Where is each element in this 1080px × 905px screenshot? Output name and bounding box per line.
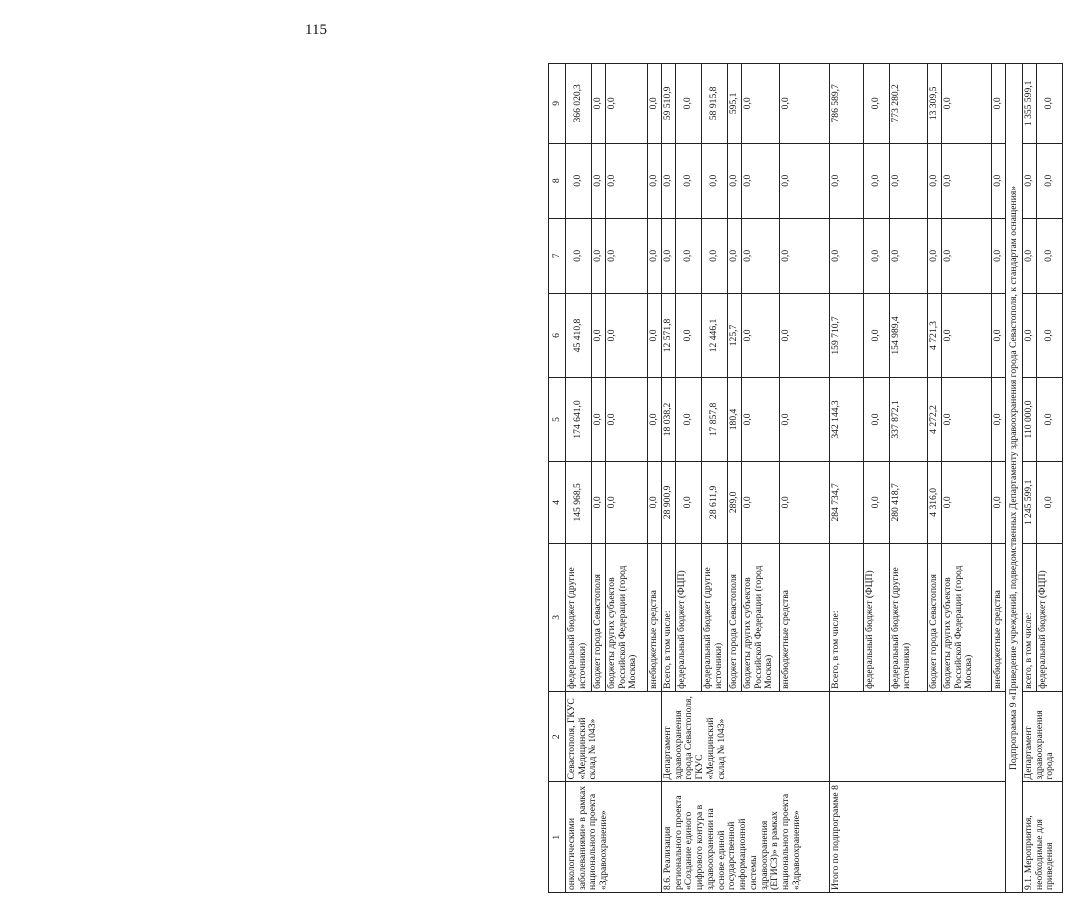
amount-cell: 0,0 [830, 218, 864, 293]
amount-cell: 0,0 [728, 143, 742, 218]
activity-name: онкологическими заболеваниями» в рамках национального проекта «Здравоохранение» [566, 782, 662, 893]
amount-cell: 58 915,8 [702, 64, 728, 144]
amount-cell: 773 280,2 [890, 64, 928, 144]
column-number: 9 [549, 64, 566, 144]
amount-cell: 0,0 [592, 64, 606, 144]
funding-source: внебюджетные средства [992, 543, 1006, 691]
amount-cell: 0,0 [1037, 218, 1063, 293]
amount-cell: 0,0 [942, 377, 992, 461]
amount-cell: 0,0 [728, 218, 742, 293]
funding-source: бюджет города Севастополя [592, 543, 606, 691]
amount-cell: 0,0 [992, 461, 1006, 543]
amount-cell: 0,0 [648, 293, 662, 377]
amount-cell: 0,0 [648, 377, 662, 461]
amount-cell: 0,0 [606, 461, 648, 543]
rotated-table-container [548, 63, 1080, 893]
amount-cell: 0,0 [648, 64, 662, 144]
amount-cell: 0,0 [942, 218, 992, 293]
section-row [1006, 64, 1023, 893]
funding-source: федеральный бюджет (ФЦП) [676, 543, 702, 691]
amount-cell: 28 611,9 [702, 461, 728, 543]
column-number: 3 [549, 543, 566, 691]
amount-cell: 28 900,9 [662, 461, 676, 543]
amount-cell: 0,0 [592, 461, 606, 543]
amount-cell: 0,0 [662, 143, 676, 218]
amount-cell: 0,0 [742, 218, 780, 293]
amount-cell: 174 641,0 [566, 377, 592, 461]
amount-cell: 4 272,2 [928, 377, 942, 461]
amount-cell: 154 989,4 [890, 293, 928, 377]
funding-source: Всего, в том числе: [662, 543, 676, 691]
funding-source: федеральный бюджет (другие источники) [566, 543, 592, 691]
amount-cell: 18 038,2 [662, 377, 676, 461]
funding-source: Всего, в том числе: [830, 543, 864, 691]
amount-cell: 0,0 [942, 143, 992, 218]
amount-cell: 159 710,7 [830, 293, 864, 377]
amount-cell: 0,0 [830, 143, 864, 218]
amount-cell: 0,0 [606, 64, 648, 144]
amount-cell: 0,0 [676, 64, 702, 144]
section-title: Подпрограмма 9 «Приведение учреждений, подведомственных Департаменту здравоохранения города Севастополя, к стандартам оснащения» [1006, 64, 1023, 893]
amount-cell: 0,0 [606, 293, 648, 377]
amount-cell: 0,0 [1037, 461, 1063, 543]
column-number: 5 [549, 377, 566, 461]
amount-cell: 0,0 [890, 143, 928, 218]
amount-cell: 0,0 [1023, 218, 1037, 293]
amount-cell: 0,0 [676, 377, 702, 461]
amount-cell: 0,0 [992, 64, 1006, 144]
amount-cell: 0,0 [742, 143, 780, 218]
amount-cell: 110 000,0 [1023, 377, 1037, 461]
amount-cell: 0,0 [1037, 377, 1063, 461]
funding-source: федеральный бюджет (ФЦП) [1037, 543, 1063, 691]
amount-cell: 0,0 [864, 64, 890, 144]
amount-cell: 0,0 [864, 218, 890, 293]
amount-cell: 0,0 [1037, 293, 1063, 377]
amount-cell: 0,0 [592, 377, 606, 461]
amount-cell: 4 316,0 [928, 461, 942, 543]
block-total-subprogram-8 [830, 64, 1006, 893]
amount-cell: 145 968,5 [566, 461, 592, 543]
responsible-executor: Департамент здравоохранения города [1023, 691, 1063, 782]
column-number: 8 [549, 143, 566, 218]
page-number: 115 [305, 22, 327, 38]
amount-cell: 0,0 [676, 143, 702, 218]
amount-cell: 125,7 [728, 293, 742, 377]
amount-cell: 13 309,5 [928, 64, 942, 144]
amount-cell: 342 144,3 [830, 377, 864, 461]
amount-cell: 0,0 [992, 377, 1006, 461]
amount-cell: 0,0 [864, 143, 890, 218]
amount-cell: 0,0 [592, 143, 606, 218]
amount-cell: 0,0 [942, 64, 992, 144]
block-8-6-egisz [662, 64, 830, 893]
column-number: 6 [549, 293, 566, 377]
amount-cell: 0,0 [592, 218, 606, 293]
responsible-executor: Севастополя, ГКУС «Медицинский склад № 1043» [566, 691, 662, 782]
amount-cell: 0,0 [676, 218, 702, 293]
funding-source: бюджет города Севастополя [928, 543, 942, 691]
amount-cell: 0,0 [566, 143, 592, 218]
amount-cell: 0,0 [592, 293, 606, 377]
amount-cell: 0,0 [1037, 143, 1063, 218]
funding-source: бюджеты других субъектов Российской Федерации (город Москва) [742, 543, 780, 691]
amount-cell: 0,0 [648, 143, 662, 218]
funding-source: внебюджетные средства [648, 543, 662, 691]
amount-cell: 0,0 [780, 218, 830, 293]
amount-cell: 0,0 [864, 461, 890, 543]
amount-cell: 12 446,1 [702, 293, 728, 377]
amount-cell: 289,0 [728, 461, 742, 543]
amount-cell: 0,0 [606, 218, 648, 293]
amount-cell: 0,0 [742, 461, 780, 543]
amount-cell: 45 410,8 [566, 293, 592, 377]
amount-cell: 0,0 [702, 143, 728, 218]
funding-source: бюджет города Севастополя [728, 543, 742, 691]
amount-cell: 0,0 [780, 461, 830, 543]
amount-cell: 0,0 [742, 293, 780, 377]
amount-cell: 180,4 [728, 377, 742, 461]
block-oncology [566, 64, 662, 893]
column-number: 1 [549, 782, 566, 893]
funding-source: бюджеты других субъектов Российской Федерации (город Москва) [942, 543, 992, 691]
amount-cell: 0,0 [606, 377, 648, 461]
amount-cell: 0,0 [606, 143, 648, 218]
activity-name: 9.1. Мероприятия, необходимые для приведения [1023, 782, 1063, 893]
amount-cell: 0,0 [742, 64, 780, 144]
amount-cell: 0,0 [992, 218, 1006, 293]
column-number: 4 [549, 461, 566, 543]
amount-cell: 59 510,9 [662, 64, 676, 144]
amount-cell: 0,0 [1023, 143, 1037, 218]
budget-table [548, 63, 1063, 893]
amount-cell: 337 872,1 [890, 377, 928, 461]
column-number-row [549, 64, 566, 893]
funding-source: всего, в том числе: [1023, 543, 1037, 691]
column-number: 2 [549, 691, 566, 782]
funding-source: федеральный бюджет (ФЦП) [864, 543, 890, 691]
amount-cell: 0,0 [992, 143, 1006, 218]
amount-cell: 0,0 [1037, 64, 1063, 144]
amount-cell: 0,0 [864, 377, 890, 461]
amount-cell: 1 245 599,1 [1023, 461, 1037, 543]
activity-name: 8.6. Реализация регионального проекта «Создание единого цифрового контура в здравоохранении на основе единой государственной информационной системы здравоохранения (ЕГИСЗ)» в рамках национального проекта «Здравоохранение» [662, 782, 830, 893]
amount-cell: 0,0 [662, 218, 676, 293]
amount-cell: 0,0 [742, 377, 780, 461]
amount-cell: 0,0 [780, 64, 830, 144]
amount-cell: 0,0 [1023, 293, 1037, 377]
amount-cell: 0,0 [942, 293, 992, 377]
amount-cell: 595,1 [728, 64, 742, 144]
block-9-1-equipment [1023, 64, 1063, 893]
funding-source: федеральный бюджет (другие источники) [702, 543, 728, 691]
amount-cell: 0,0 [676, 461, 702, 543]
amount-cell: 0,0 [676, 293, 702, 377]
amount-cell: 0,0 [942, 461, 992, 543]
column-number: 7 [549, 218, 566, 293]
funding-source: бюджеты других субъектов Российской Федерации (город Москва) [606, 543, 648, 691]
amount-cell: 284 734,7 [830, 461, 864, 543]
amount-cell: 786 589,7 [830, 64, 864, 144]
amount-cell: 0,0 [864, 293, 890, 377]
amount-cell: 0,0 [890, 218, 928, 293]
table-row [1023, 64, 1037, 893]
activity-name: Итого по подпрограмме 8 [830, 782, 1006, 893]
table-row [566, 64, 592, 893]
amount-cell: 0,0 [702, 218, 728, 293]
amount-cell: 0,0 [928, 218, 942, 293]
amount-cell: 17 857,8 [702, 377, 728, 461]
amount-cell: 1 355 599,1 [1023, 64, 1037, 144]
table-row [830, 64, 864, 893]
amount-cell: 366 020,3 [566, 64, 592, 144]
funding-source: внебюджетные средства [780, 543, 830, 691]
amount-cell: 0,0 [992, 293, 1006, 377]
funding-source: федеральный бюджет (другие источники) [890, 543, 928, 691]
amount-cell: 0,0 [780, 143, 830, 218]
amount-cell: 0,0 [648, 461, 662, 543]
amount-cell: 12 571,8 [662, 293, 676, 377]
amount-cell: 0,0 [566, 218, 592, 293]
amount-cell: 0,0 [780, 377, 830, 461]
amount-cell: 4 721,3 [928, 293, 942, 377]
amount-cell: 0,0 [928, 143, 942, 218]
amount-cell: 280 418,7 [890, 461, 928, 543]
table-row [662, 64, 676, 893]
responsible-executor: Департамент здравоохранения города Севастополя, ГКУС «Медицинский склад № 1043» [662, 691, 830, 782]
amount-cell: 0,0 [648, 218, 662, 293]
amount-cell: 0,0 [780, 293, 830, 377]
responsible-executor [830, 691, 1006, 782]
